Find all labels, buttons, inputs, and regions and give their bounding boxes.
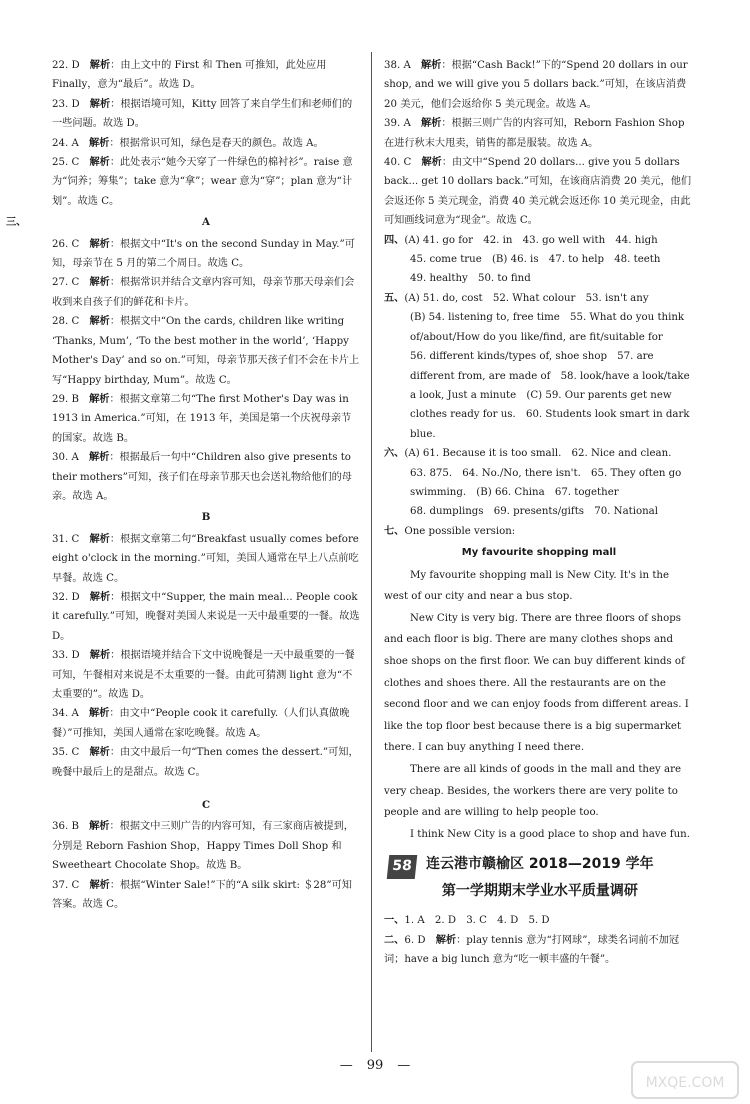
answer-number: 23. D [52, 98, 80, 110]
answer-item [52, 743, 360, 782]
left-column [6, 56, 360, 914]
section-line: 56. different kinds/types of, shoe shop 57. are different from, are made of 58. look/have a look/take a look, Just a minute (C) 59. Our parents get new clothes ready for us. 60. Students look smart in dark blue. [410, 351, 690, 440]
analysis-text: ：根据文中“On the cards, children like writing ‘Thanks, Mum’, ‘To the best mother in the world’, ‘Happy Mother's Day’ and so on.”可知，母亲节那天孩子们不会在卡片上写“Happy birthday, Mum”。故选 C。 [52, 316, 360, 386]
answer-item [52, 312, 360, 390]
analysis-text: ：play tennis 意为“打网球”，球类名词前不加冠词；have a big lunch 意为“吃一顿丰盛的午餐”。 [384, 934, 680, 966]
section-line: (B) 54. listening to, free time 55. What do you think of/about/How do you like/find, are fit/suitable for [410, 312, 685, 343]
analysis-text: ：根据常识可知，绿色是春天的颜色。故选 A。 [109, 137, 324, 149]
analysis-text: ：根据文中“It's on the second Sunday in May.”可知，母亲节在 5 月的第二个周日。故选 C。 [52, 238, 355, 270]
answer-number: 6. D [404, 934, 426, 946]
analysis-text: ：根据“Cash Back!”下的“Spend 20 dollars in our shop, and we will give you 5 dollars back.”可知，在该店消费 20 美元，他们会返给你 5 美元现金。故选 A。 [384, 60, 688, 110]
analysis-text: ：根据文中三则广告的内容可知，有三家商店被提到，分别是 Reborn Fashion Shop，Happy Times Doll Shop 和 Sweetheart Chocolate Shop。故选 B。 [52, 821, 354, 872]
page-number: — 99 — [339, 1058, 411, 1073]
exam-title-line-1: 连云港市赣榆区 2018—2019 学年 [426, 856, 654, 873]
column-divider [371, 52, 372, 1052]
answer-item [52, 646, 360, 704]
section-heading-b: B [201, 511, 211, 524]
answer-section-2 [384, 931, 694, 970]
analysis-label: 解析 [89, 237, 110, 250]
analysis-label: 解析 [89, 97, 111, 110]
analysis-text: ：根据最后一句中“Children also give presents to their mothers”可知，孩子们在母亲节那天也会送礼物给他们的母亲。故选 A。 [52, 452, 352, 502]
essay-paragraph: My favourite shopping mall is New City. It's in the west of our city and near a bus stop. [384, 569, 670, 603]
analysis-label: 解析 [89, 276, 110, 289]
section-line: (A) 61. Because it is too small. 62. Nice and clean. [404, 448, 672, 460]
answer-item [52, 153, 360, 211]
answer-item [52, 95, 360, 134]
analysis-text: ：根据文中“Supper, the main meal... People cook it carefully.”可知，晚餐对美国人来说是一天中最重要的一餐。故选 D。 [52, 591, 360, 642]
analysis-text: ：此处表示“她今天穿了一件绿色的棉衬衫”。raise 意为“饲养；筹集”；take 意为“拿”；wear 意为“穿”；plan 意为“计划”。故选 C。 [52, 157, 353, 207]
analysis-label: 解析 [89, 532, 110, 545]
answer-item [52, 273, 360, 312]
answer-number: 24. A [52, 137, 79, 149]
essay-body [384, 565, 694, 846]
analysis-label: 解析 [89, 136, 110, 149]
section-mark: 四、 [384, 233, 405, 246]
answer-number: 36. B [52, 821, 79, 833]
answer-item [52, 530, 360, 588]
section-mark-3: 三、 [6, 216, 27, 229]
analysis-text: ：根据三则广告的内容可知，Reborn Fashion Shop 在进行秋末大甩卖，销售的都是服装。故选 A。 [384, 118, 685, 149]
essay-paragraph: There are all kinds of goods in the mall and they are very cheap. Besides, the workers there are very polite to people and are willing to help people too. [384, 763, 681, 819]
analysis-label: 解析 [435, 933, 457, 946]
answer-item [52, 448, 360, 506]
answer-section-7 [384, 522, 694, 541]
answer-section [384, 231, 694, 289]
analysis-text: ：根据“Winter Sale!”下的“A silk skirt: ＄28”可知答案。故选 C。 [52, 879, 352, 911]
answer-item [52, 390, 360, 448]
answer-number: 31. C [52, 533, 80, 545]
section-line: (A) 41. go for 42. in 43. go well with 44. high [404, 234, 658, 246]
right-column [384, 56, 694, 970]
answer-section-1 [384, 911, 694, 930]
answer-number: 30. A [52, 452, 79, 464]
answer-number: 25. C [52, 157, 80, 169]
analysis-text: ：根据文章第二句“Breakfast usually comes before eight o'clock in the morning.”可知，美国人通常在早上八点前吃早餐。故选 C。 [52, 533, 359, 584]
analysis-text: ：根据语境并结合下文中说晚餐是一天中最重要的一餐可知，午餐相对来说是不太重要的一餐。由此可猜测 light 意为“不太重要的”。故选 D。 [52, 650, 355, 700]
exam-number-badge: 58 [387, 855, 418, 879]
analysis-text: ：由文中“People cook it carefully.（人们认真做晚餐）”可推知，美国人通常在家吃晚餐。故选 A。 [52, 708, 350, 739]
section-mark: 一、 [384, 914, 405, 927]
section-line: 68. dumplings 69. presents/gifts 70. National [410, 506, 659, 518]
section-line: 45. come true (B) 46. is 47. to help 48. teeth [410, 254, 661, 266]
section-line: 49. healthy 50. to find [410, 273, 531, 285]
analysis-label: 解析 [89, 392, 110, 405]
page-number-value: 99 [366, 1058, 384, 1073]
answer-number: 34. A [52, 708, 79, 720]
answer-item [384, 114, 694, 153]
essay-paragraph: I think New City is a good place to shop and have fun. [410, 828, 690, 840]
essay-paragraph: New City is very big. There are three floors of shops and each floor is big. There are many clothes shops and shoe shops on the first floor. We can buy different kinds of clothes and shoes there. All the restaurants are on the second floor and we can enjoy foods from different areas. I like the top floor best because there is a big supermarket there. I can buy anything I need there. [384, 612, 689, 754]
analysis-label: 解析 [89, 590, 111, 603]
analysis-label: 解析 [89, 707, 110, 720]
answer-number: 27. C [52, 277, 80, 289]
analysis-text: ：由上文中的 First 和 Then 可推知，此处应用 Finally，意为“最后”。故选 D。 [52, 60, 327, 91]
analysis-label: 解析 [89, 878, 110, 891]
essay-title: My favourite shopping mall [461, 547, 617, 559]
analysis-text: ：根据语境可知，Kitty 回答了来自学生们和老师们的一些问题。故选 D。 [52, 98, 353, 130]
analysis-label: 解析 [421, 117, 442, 130]
exam-title [426, 851, 654, 905]
analysis-label: 解析 [89, 649, 111, 662]
analysis-label: 解析 [421, 59, 442, 71]
analysis-text: ：根据常识并结合文章内容可知，母亲节那天母亲们会收到来自孩子们的鲜花和卡片。 [52, 277, 355, 308]
analysis-label: 解析 [89, 315, 110, 328]
analysis-text: ：由文中“Spend 20 dollars... give you 5 dollars back... get 10 dollars back.”可知，在该商店消费 20 美元，他们会返还你 5 美元现金，消费 40 美元就会返还你 10 美元现金，由此可知画线词意为“现金”。故选 C。 [384, 157, 692, 227]
answer-item [52, 134, 360, 153]
answer-item [52, 704, 360, 743]
answer-number: 37. C [52, 879, 80, 891]
section-line: 63. 875. 64. No./No, there isn't. 65. They often go swimming. (B) 66. China 67. together [410, 467, 682, 498]
analysis-text: ：由文中最后一句“Then comes the dessert.”可知，晚餐中最后上的是甜点。故选 C。 [52, 747, 359, 778]
analysis-label: 解析 [421, 156, 442, 169]
svg-text:MXQE.COM: MXQE.COM [645, 1075, 725, 1091]
answer-item [384, 153, 694, 231]
answer-number: 26. C [52, 238, 80, 250]
section-heading-a: A [202, 216, 210, 229]
answer-item [52, 588, 360, 646]
answer-number: 29. B [52, 393, 79, 405]
exam-title-line-2: 第一学期期末学业水平质量调研 [441, 883, 638, 900]
section-heading-c: C [201, 799, 211, 812]
analysis-label: 解析 [89, 820, 110, 833]
answer-number: 40. C [384, 157, 412, 169]
section-3-heading [6, 213, 360, 232]
watermark-logo [630, 1060, 740, 1100]
answer-number: 28. C [52, 316, 80, 328]
answer-item [52, 235, 360, 274]
exam-header [384, 851, 694, 905]
analysis-text: ：根据文章第二句“The first Mother's Day was in 1913 in America.”可知，在 1913 年，美国是第一个庆祝母亲节的国家。故选 B。 [52, 393, 352, 444]
answer-item [52, 817, 360, 875]
answer-number: 39. A [384, 118, 411, 130]
analysis-label: 解析 [89, 156, 110, 169]
answer-item [52, 876, 360, 915]
answer-number: 38. A [384, 60, 411, 71]
section-mark: 六、 [384, 447, 405, 460]
section-mark: 五、 [384, 291, 405, 304]
answer-item [52, 56, 360, 95]
section-mark: 七、 [384, 524, 405, 537]
essay-lead: One possible version: [404, 525, 516, 537]
answer-section [384, 444, 694, 522]
analysis-label: 解析 [89, 59, 111, 71]
answer-section [384, 289, 694, 444]
answer-number: 35. C [52, 747, 80, 759]
section-mark: 二、 [384, 933, 405, 946]
section-line: (A) 51. do, cost 52. What colour 53. isn't any [404, 292, 649, 304]
answer-number: 22. D [52, 60, 80, 71]
answer-item [384, 56, 694, 114]
analysis-label: 解析 [89, 746, 110, 759]
answer-number: 33. D [52, 650, 80, 662]
analysis-label: 解析 [89, 451, 110, 464]
section-line: 1. A 2. D 3. C 4. D 5. D [404, 915, 550, 927]
answer-number: 32. D [52, 591, 80, 603]
